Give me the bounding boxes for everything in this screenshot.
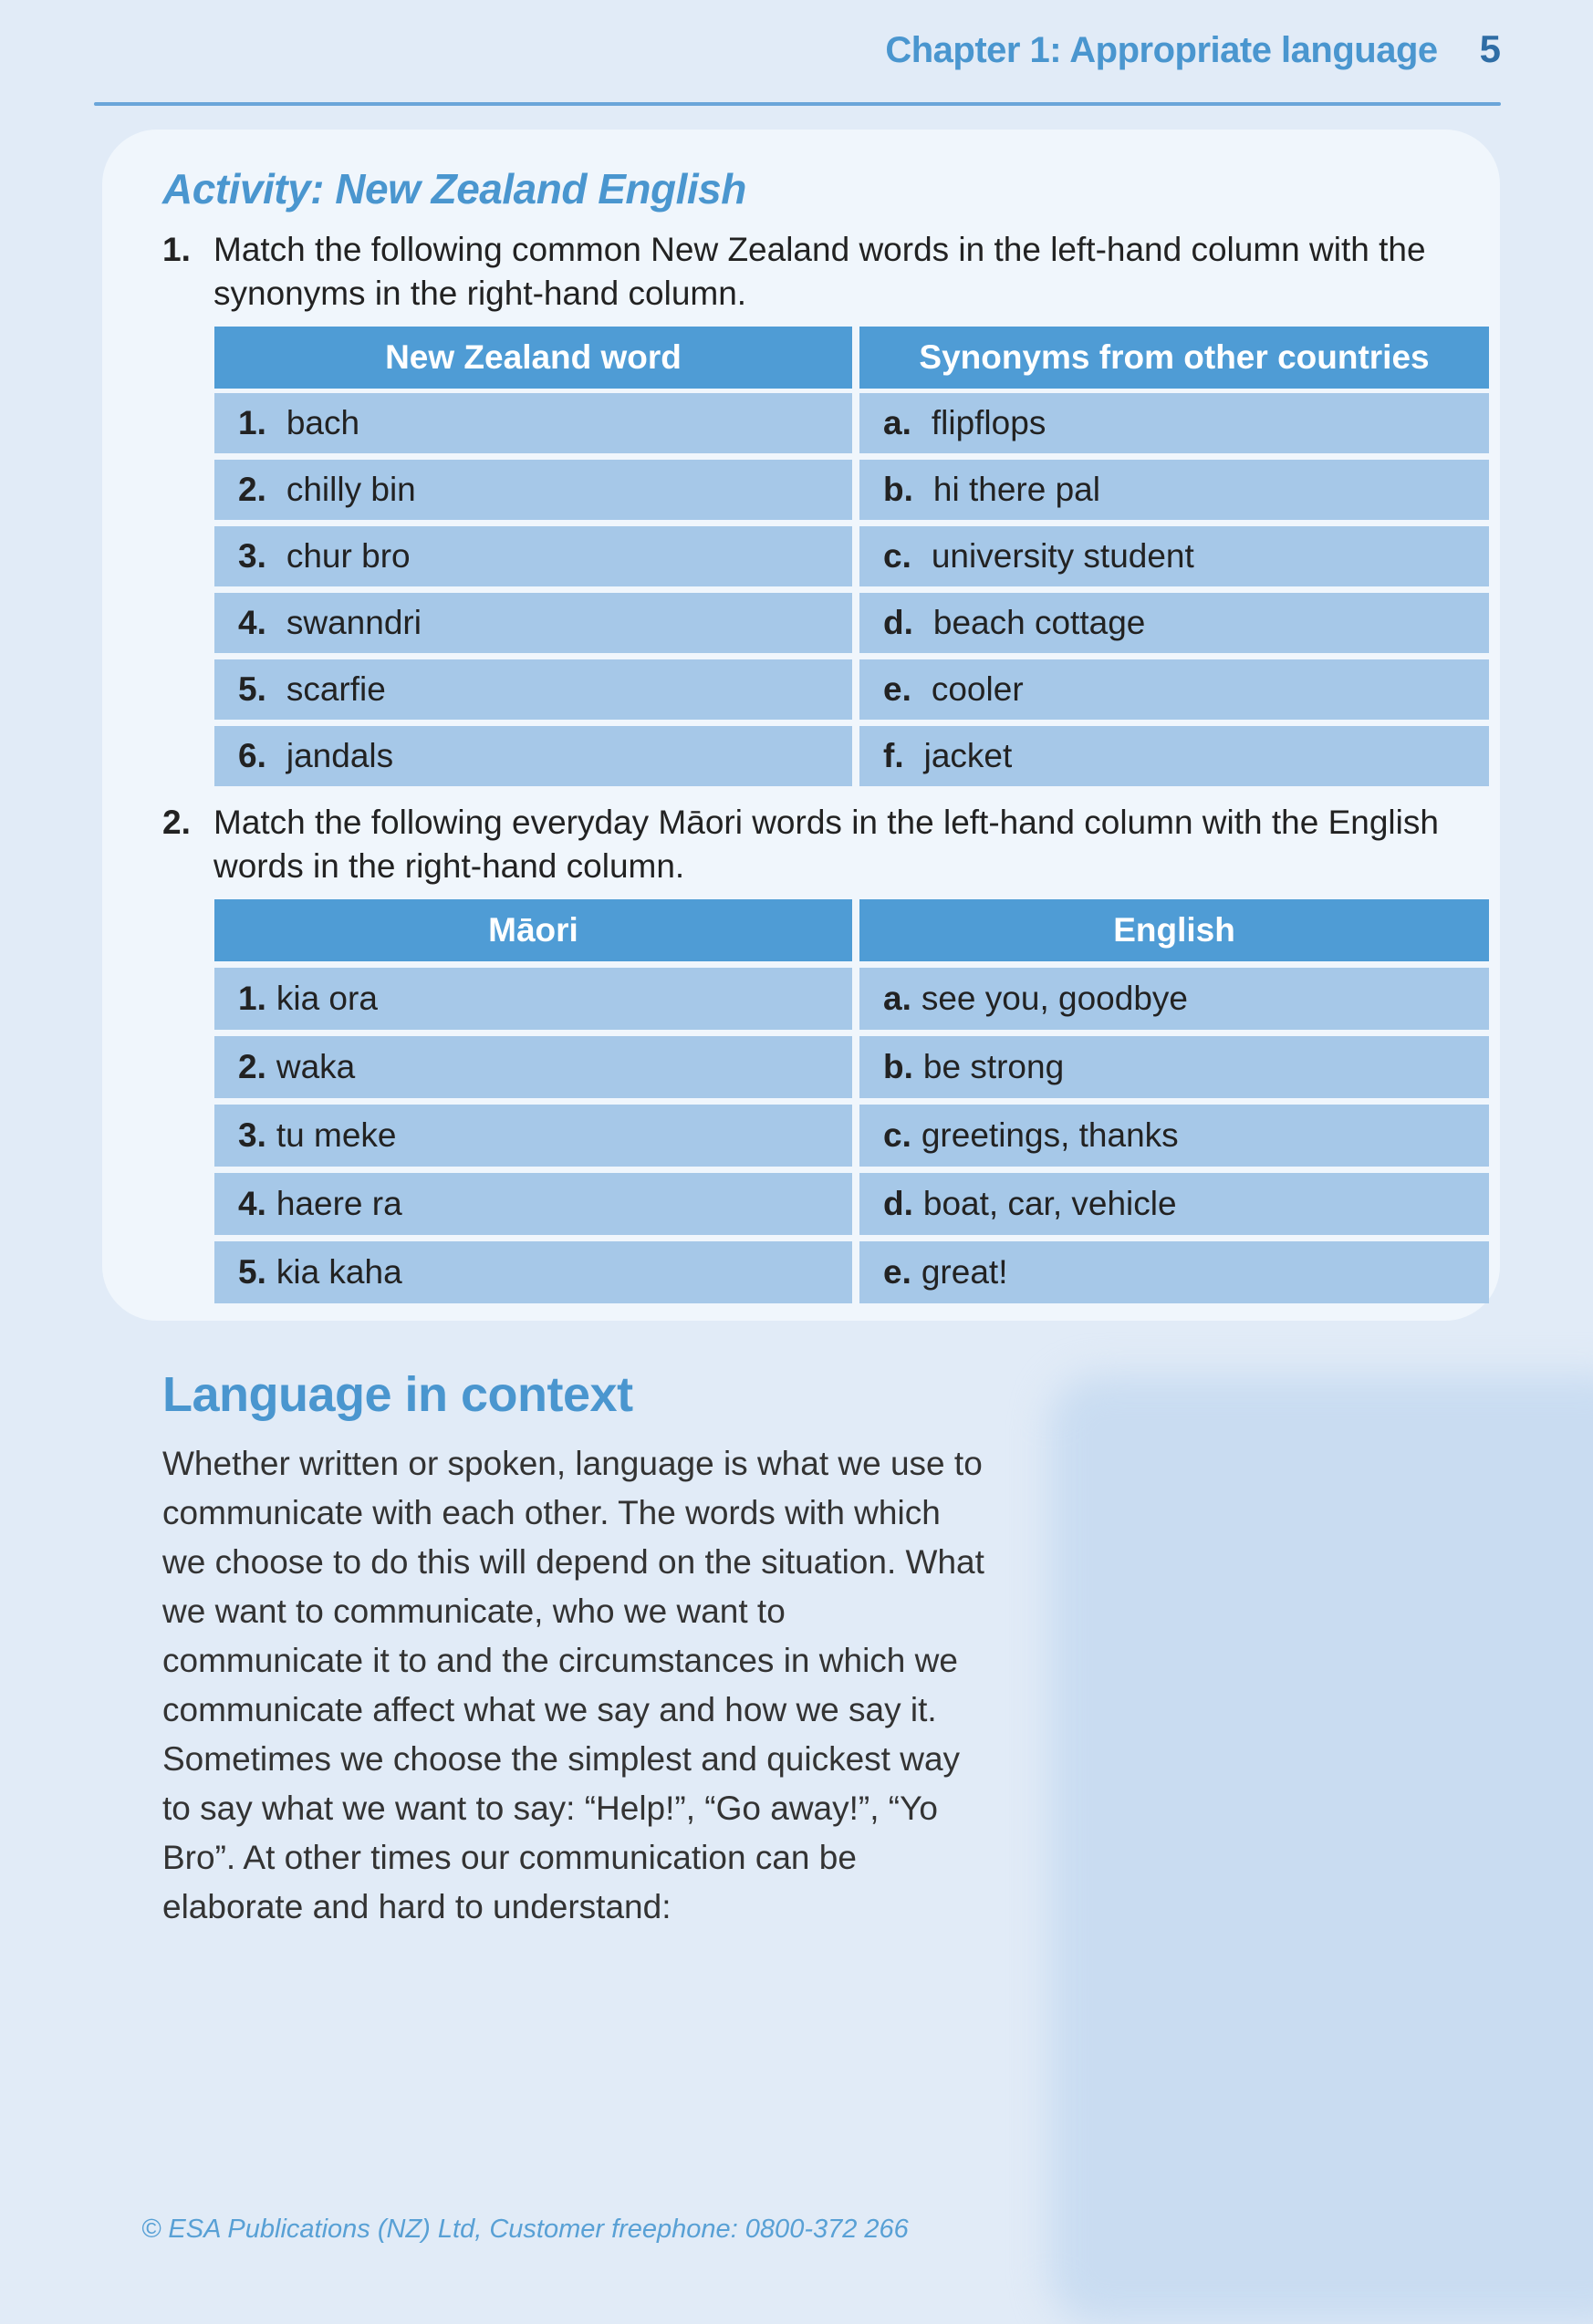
- table-row: e. cooler: [859, 659, 1489, 720]
- table-row: 4. haere ra: [214, 1173, 852, 1235]
- table-row: 1. kia ora: [214, 968, 852, 1030]
- table2-header-right: English: [859, 899, 1489, 961]
- activity-box: [102, 130, 1500, 1321]
- section-heading: Language in context: [162, 1367, 633, 1422]
- table2-header-left: Māori: [214, 899, 852, 961]
- nz-words-table: [214, 327, 1489, 786]
- table-row: 6. jandals: [214, 726, 852, 786]
- table-row: c. greetings, thanks: [859, 1105, 1489, 1167]
- decorative-side-panel: [1049, 1375, 1593, 2324]
- table1-header-left: New Zealand word: [214, 327, 852, 389]
- maori-words-table: [214, 899, 1489, 1303]
- section-paragraph: Whether written or spoken, language is what we use to communicate with each other. The words with which we choose to do this will depend on the situation. What we want to communicate, who we want to communicate it to and the circumstances in which we communicate affect what we say and how we say it. Sometimes we choose the simplest and quickest way to say what we want to say: “Help!”, “Go away!”, “Yo Bro”. At other times our communication can be elaborate and hard to understand:: [162, 1445, 984, 1925]
- page-footer: [141, 2215, 909, 2245]
- question-1: [162, 228, 1463, 316]
- table-row: b. hi there pal: [859, 460, 1489, 520]
- table-row: f. jacket: [859, 726, 1489, 786]
- question-1-number: 1.: [162, 231, 191, 268]
- table-row: 4. swanndri: [214, 593, 852, 653]
- chapter-title: Chapter 1: Appropriate language: [885, 30, 1438, 70]
- table-row: a. flipflops: [859, 393, 1489, 453]
- table-row: d. beach cottage: [859, 593, 1489, 653]
- activity-title: Activity: New Zealand English: [162, 165, 746, 213]
- table-row: 1. bach: [214, 393, 852, 453]
- table-row: 2. waka: [214, 1036, 852, 1098]
- table-row: c. university student: [859, 526, 1489, 586]
- question-2-number: 2.: [162, 804, 191, 841]
- copyright-text: © ESA Publications (NZ) Ltd, Customer freephone: 0800-372 266: [141, 2215, 909, 2244]
- question-1-text: Match the following common New Zealand words in the left-hand column with the synonyms in the right-hand column.: [213, 231, 1426, 312]
- header-rule: [94, 102, 1501, 106]
- table-row: a. see you, goodbye: [859, 968, 1489, 1030]
- table-row: 5. kia kaha: [214, 1241, 852, 1303]
- table1-header-right: Synonyms from other countries: [859, 327, 1489, 389]
- table-row: 3. tu meke: [214, 1105, 852, 1167]
- table-row: 2. chilly bin: [214, 460, 852, 520]
- question-2: [162, 801, 1463, 888]
- table-row: b. be strong: [859, 1036, 1489, 1098]
- question-2-text: Match the following everyday Māori words in the left-hand column with the English words in the right-hand column.: [213, 804, 1439, 885]
- table-row: 3. chur bro: [214, 526, 852, 586]
- table-row: e. great!: [859, 1241, 1489, 1303]
- table-row: d. boat, car, vehicle: [859, 1173, 1489, 1235]
- page-number: 5: [1479, 27, 1501, 70]
- table-row: 5. scarfie: [214, 659, 852, 720]
- page-header: [885, 27, 1501, 71]
